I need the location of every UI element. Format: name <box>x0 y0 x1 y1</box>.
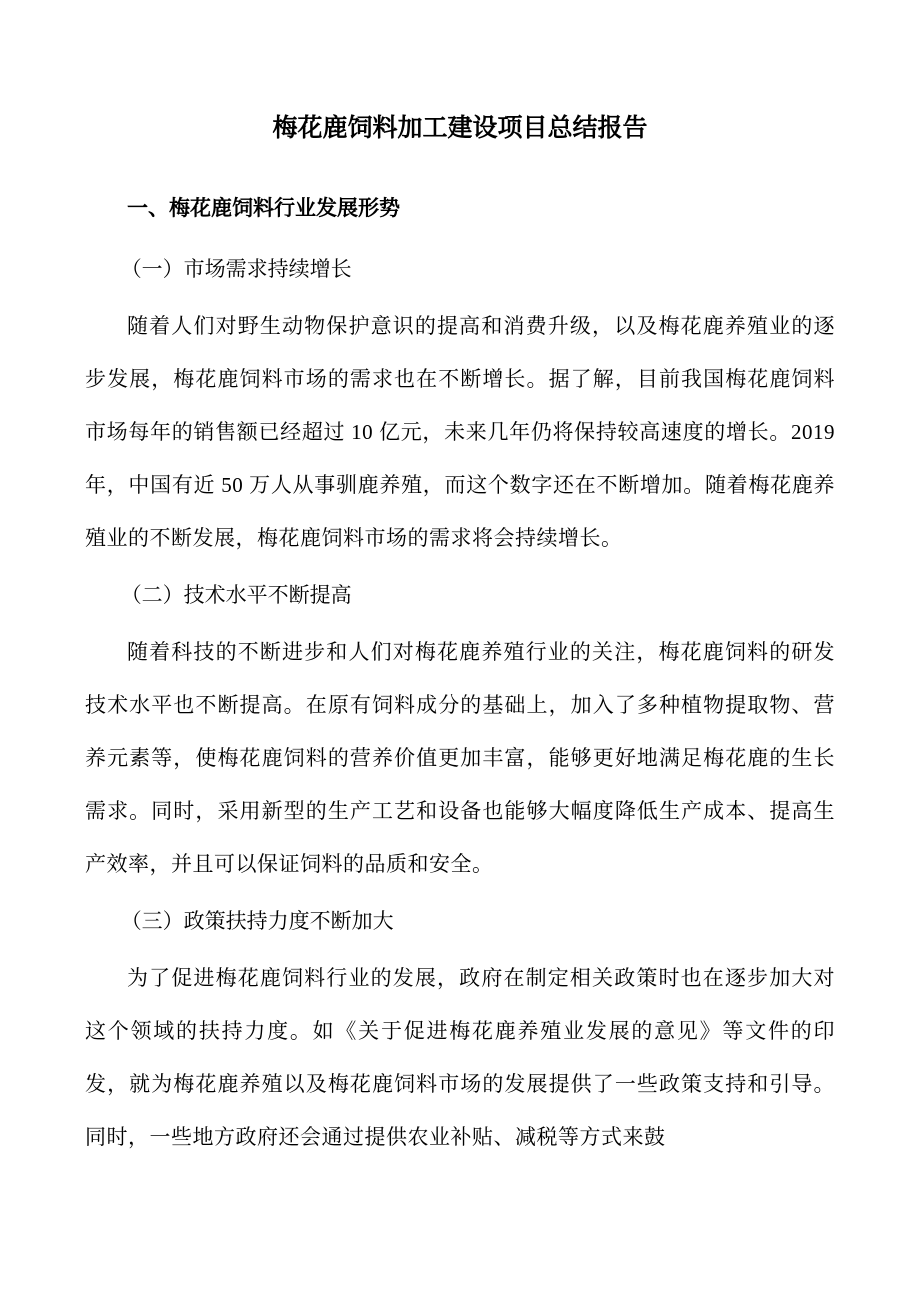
subsection-technology-level <box>85 569 835 891</box>
paragraph-1: 随着人们对野生动物保护意识的提高和消费升级，以及梅花鹿养殖业的逐步发展，梅花鹿饲料市场的需求也在不断增长。据了解，目前我国梅花鹿饲料市场每年的销售额已经超过 10 亿元，未来几年仍将保持较高速度的增长。2019 年，中国有近 50 万人从事驯鹿养殖，而这个数字还在不断增加。随着梅花鹿养殖业的不断发展，梅花鹿饲料市场的需求将会持续增长。 <box>85 314 835 550</box>
subsection-heading-1: （一）市场需求持续增长 <box>120 257 352 281</box>
section-heading: 一、梅花鹿饲料行业发展形势 <box>127 196 400 220</box>
subsection-heading-2: （二）技术水平不断提高 <box>120 583 352 607</box>
document-title: 梅花鹿饲料加工建设项目总结报告 <box>272 115 648 142</box>
subsection-policy-support <box>85 895 835 1164</box>
paragraph-3: 为了促进梅花鹿饲料行业的发展，政府在制定相关政策时也在逐步加大对这个领域的扶持力度。如《关于促进梅花鹿养殖业发展的意见》等文件的印发，就为梅花鹿养殖以及梅花鹿饲料市场的发展提供了一些政策支持和引导。同时，一些地方政府还会通过提供农业补贴、减税等方式来鼓 <box>85 966 835 1149</box>
subsection-heading-3: （三）政策扶持力度不断加大 <box>120 909 394 933</box>
paragraph-2: 随着科技的不断进步和人们对梅花鹿养殖行业的关注，梅花鹿饲料的研发技术水平也不断提高。在原有饲料成分的基础上，加入了多种植物提取物、营养元素等，使梅花鹿饲料的营养价值更加丰富，能够更好地满足梅花鹿的生长需求。同时，采用新型的生产工艺和设备也能够大幅度降低生产成本、提高生产效率，并且可以保证饲料的品质和安全。 <box>85 640 835 876</box>
subsection-market-demand <box>85 243 835 565</box>
